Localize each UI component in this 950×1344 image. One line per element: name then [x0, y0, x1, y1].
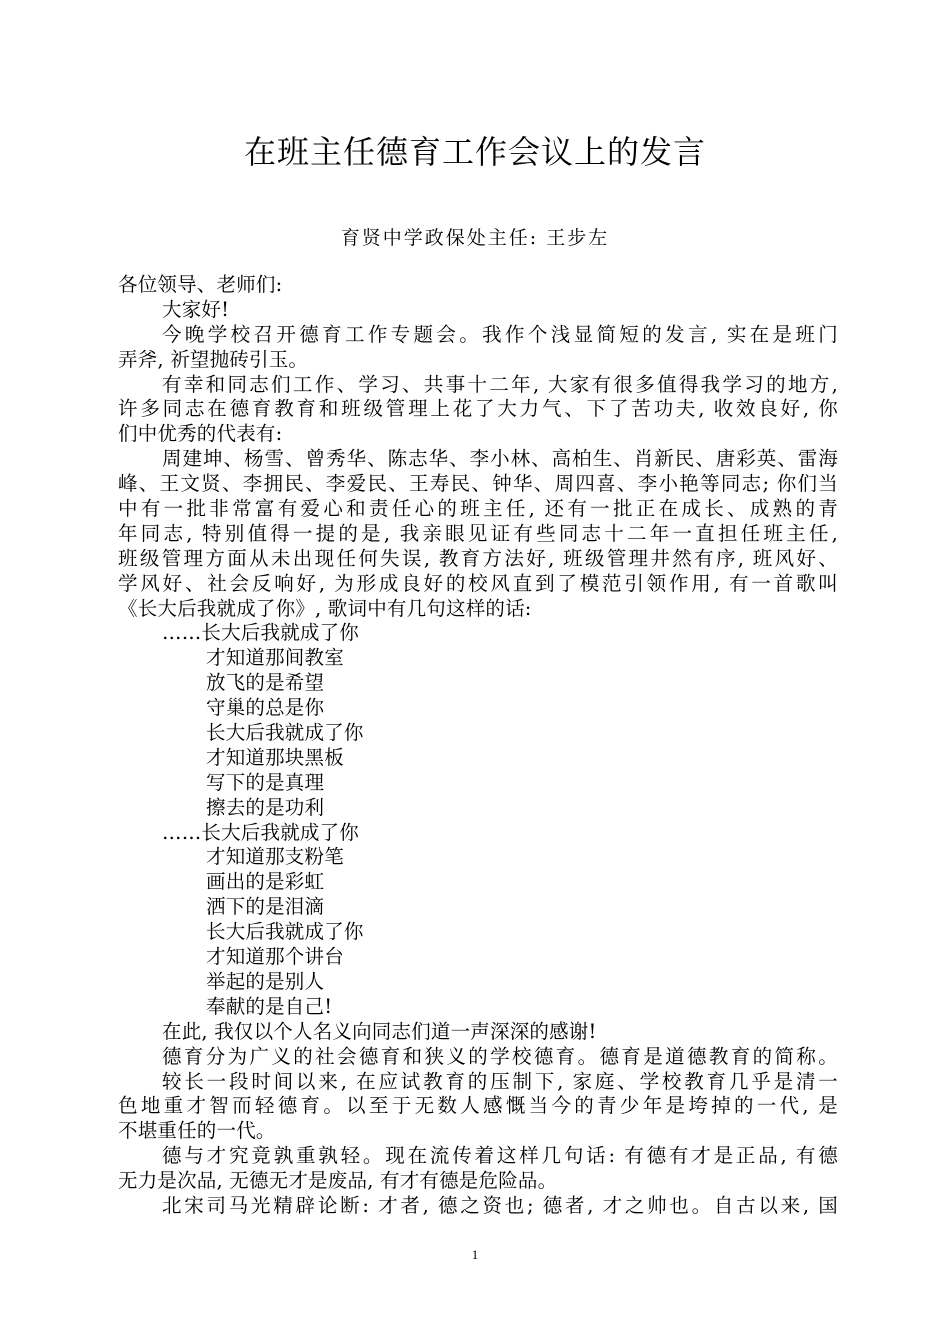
text-line: 画出的是彩虹: [206, 870, 325, 894]
text-line: 弄斧, 祈望抛砖引玉。: [118, 347, 309, 371]
text-line: ……长大后我就成了你: [162, 820, 360, 844]
text-line: 洒下的是泪滴: [206, 895, 325, 919]
text-line: 周建坤、杨雪、曾秀华、陈志华、李小林、高柏生、肖新民、唐彩英、雷海: [162, 447, 838, 471]
text-line: 举起的是别人: [206, 969, 325, 993]
text-line: 守巢的总是你: [206, 696, 325, 720]
author-byline: 育贤中学政保处主任: 王步左: [340, 227, 610, 249]
text-line: 长大后我就成了你: [206, 920, 364, 944]
text-line: 才知道那支粉笔: [206, 845, 344, 869]
text-line: 不堪重任的一代。: [118, 1119, 276, 1143]
text-line: 奉献的是自己!: [206, 994, 333, 1018]
text-line: ……长大后我就成了你: [162, 621, 360, 645]
text-line: 年同志, 特别值得一提的是, 我亲眼见证有些同志十二年一直担任班主任,: [118, 521, 838, 545]
text-line: 北宋司马光精辟论断: 才者, 德之资也; 德者, 才之帅也。自古以来, 国: [162, 1193, 838, 1217]
text-line: 中有一批非常富有爱心和责任心的班主任, 还有一批正在成长、成熟的青: [118, 497, 838, 521]
text-line: 较长一段时间以来, 在应试教育的压制下, 家庭、学校教育几乎是清一: [162, 1069, 838, 1093]
text-line: 写下的是真理: [206, 770, 325, 794]
text-line: 放飞的是希望: [206, 671, 325, 695]
text-line: 德与才究竟孰重孰轻。现在流传着这样几句话: 有德有才是正品, 有德: [162, 1144, 839, 1168]
text-line: 才知道那个讲台: [206, 945, 344, 969]
text-line: 《长大后我就成了你》, 歌词中有几句这样的话:: [118, 596, 532, 620]
text-line: 学风好、社会反响好, 为形成良好的校风直到了模范引领作用, 有一首歌叫: [118, 571, 838, 595]
text-line: 长大后我就成了你: [206, 721, 364, 745]
text-line: 德育分为广义的社会德育和狭义的学校德育。德育是道德教育的简称。: [162, 1044, 838, 1068]
document-body: [118, 273, 838, 1219]
text-line: 大家好!: [162, 297, 230, 321]
text-line: 才知道那块黑板: [206, 745, 344, 769]
document-title: 在班主任德育工作会议上的发言: [243, 133, 706, 171]
text-line: 们中优秀的代表有:: [118, 422, 283, 446]
text-line: 各位领导、老师们:: [118, 273, 283, 296]
text-line: 班级管理方面从未出现任何失误, 教育方法好, 班级管理井然有序, 班风好、: [118, 546, 838, 570]
text-line: 才知道那间教室: [206, 646, 344, 670]
text-line: 许多同志在德育教育和班级管理上花了大力气、下了苦功夫, 收效良好, 你: [118, 397, 838, 421]
text-line: 色地重才智而轻德育。以至于无数人感慨当今的青少年是垮掉的一代, 是: [118, 1094, 838, 1118]
text-line: 在此, 我仅以个人名义向同志们道一声深深的感谢!: [162, 1019, 597, 1043]
text-line: 今晚学校召开德育工作专题会。我作个浅显简短的发言, 实在是班门: [162, 322, 838, 346]
text-line: 有幸和同志们工作、学习、共事十二年, 大家有很多值得我学习的地方,: [162, 372, 838, 396]
text-line: 擦去的是功利: [206, 795, 325, 819]
page-number: 1: [471, 1247, 479, 1262]
text-line: 无力是次品, 无德无才是废品, 有才有德是危险品。: [118, 1169, 558, 1193]
text-line: 峰、王文贤、李拥民、李爱民、王寿民、钟华、周四喜、李小艳等同志; 你们当: [118, 472, 838, 496]
